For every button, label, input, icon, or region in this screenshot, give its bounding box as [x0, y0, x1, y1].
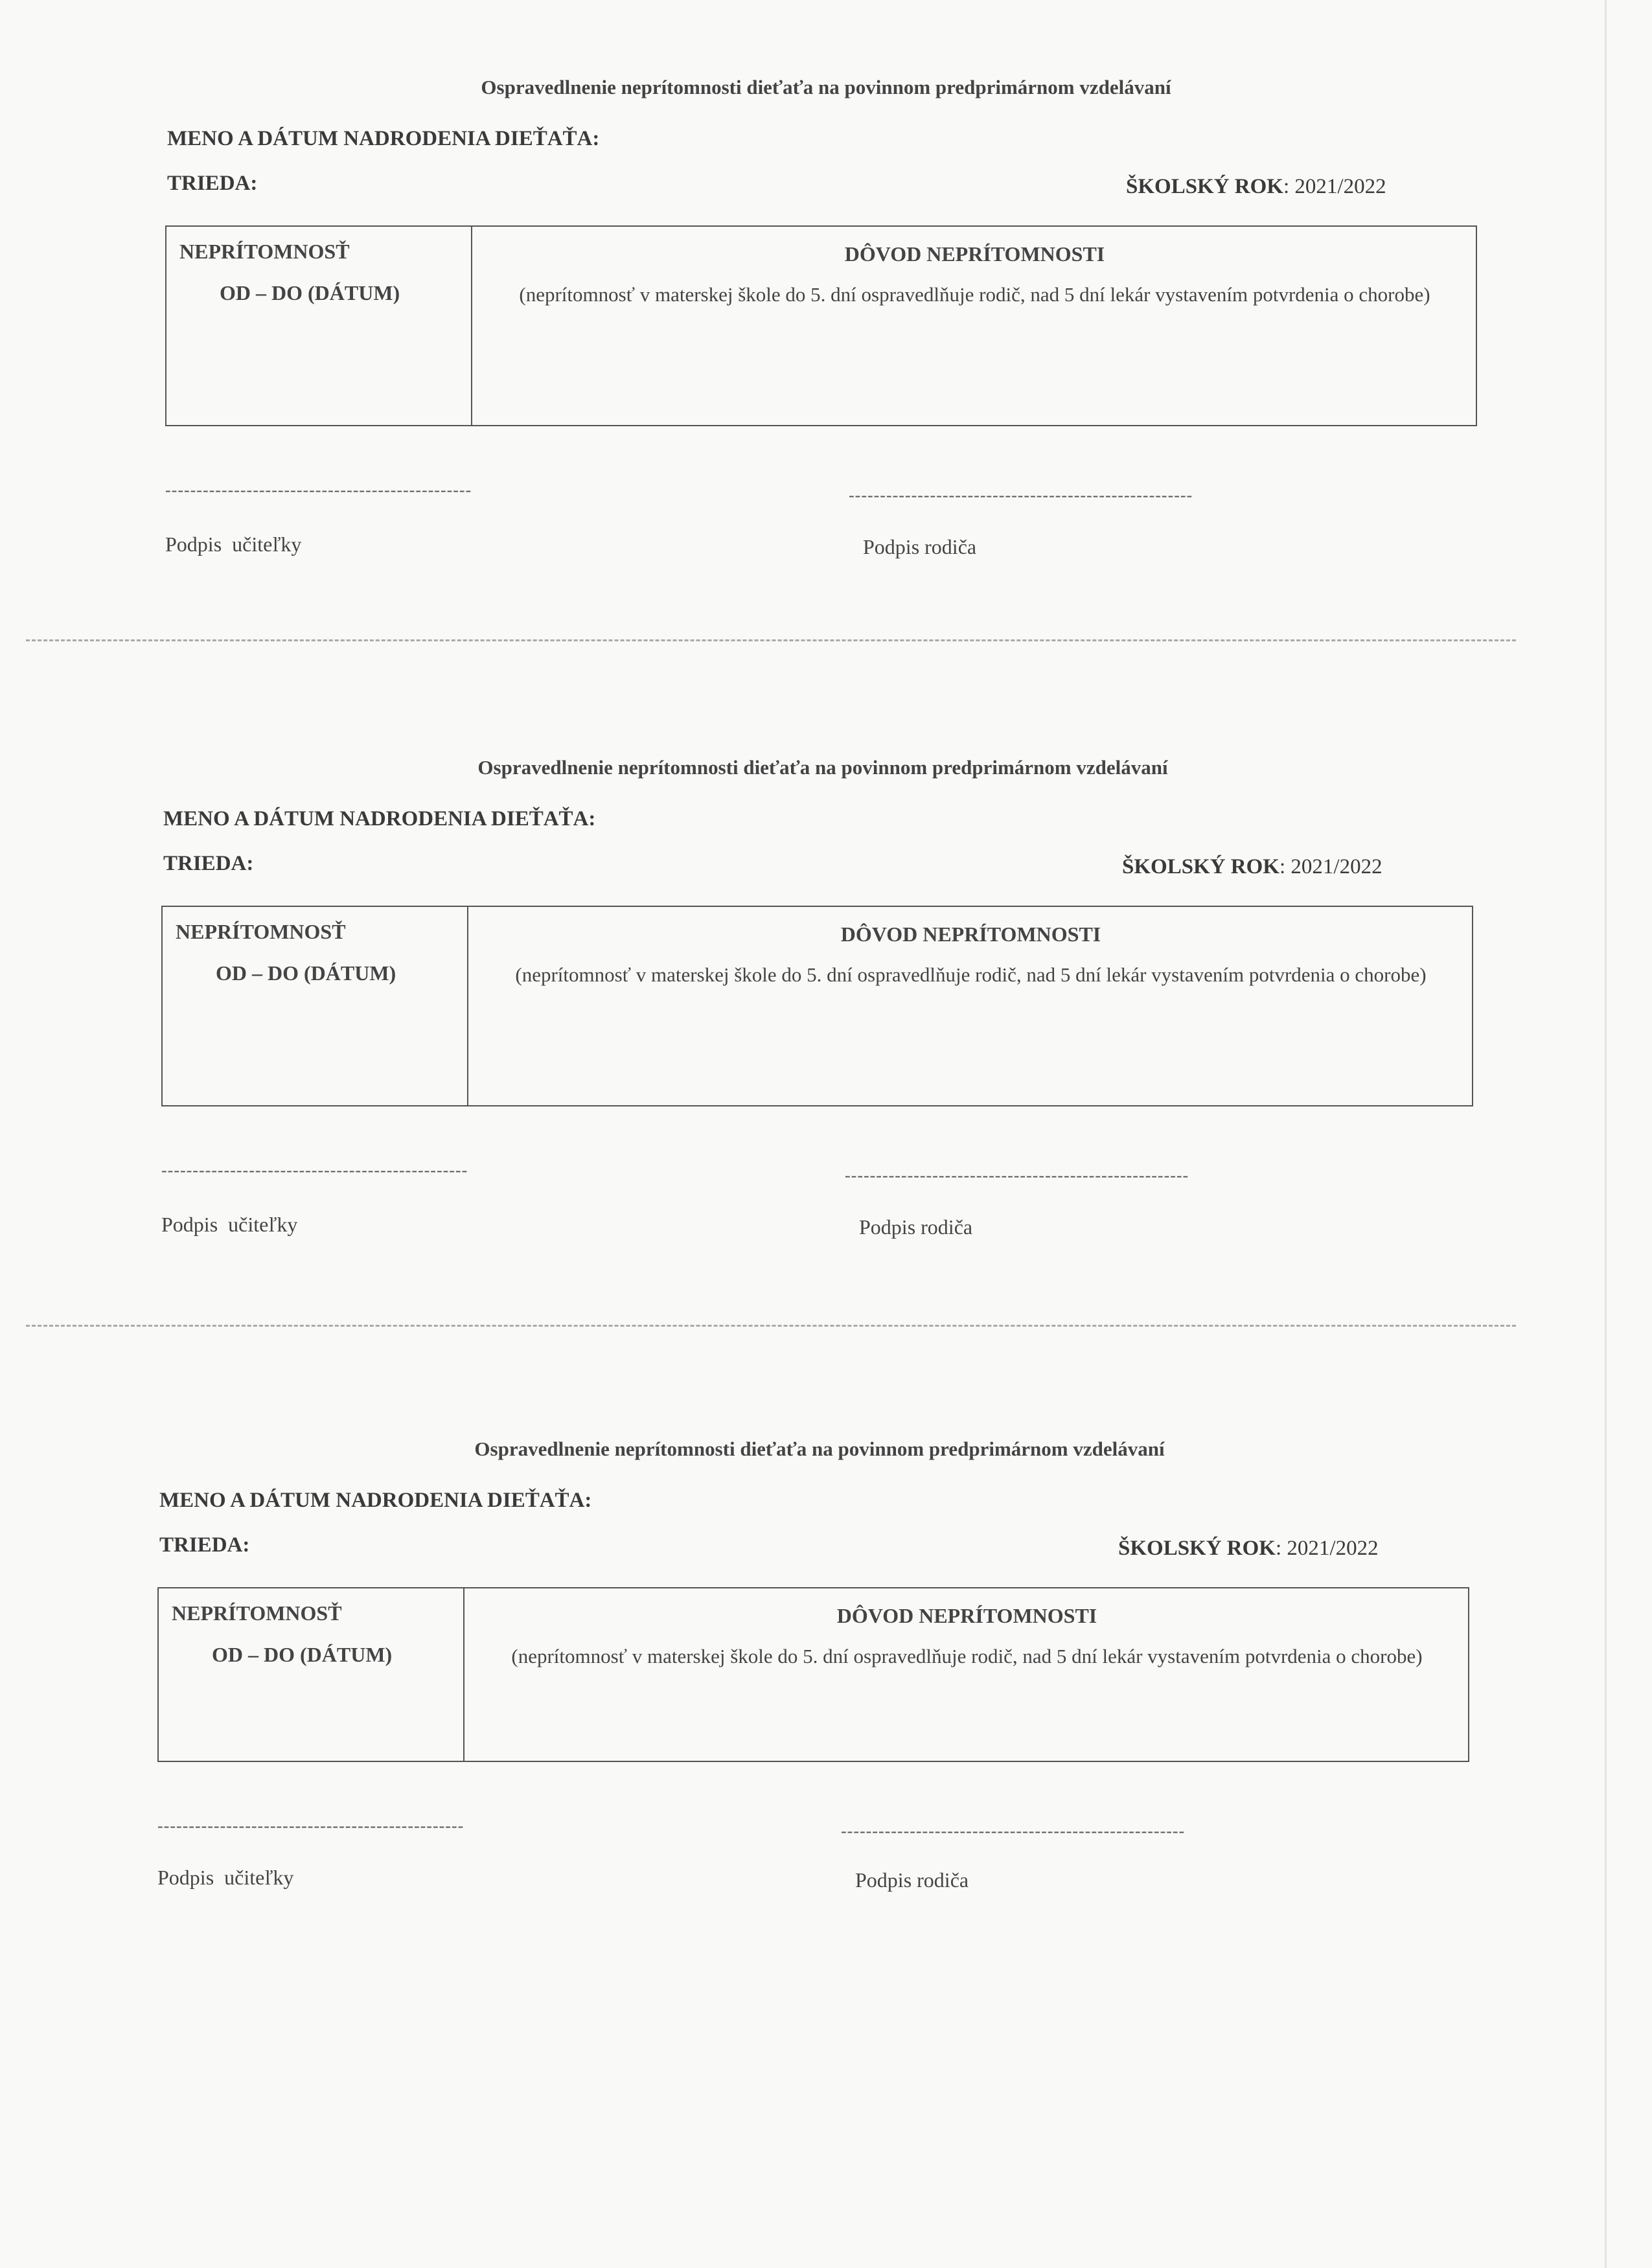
reason-note: (neprítomnosť v materskej škole do 5. dní ospravedlňuje rodič, nad 5 dní lekár vystavením potvrdenia o chorobe)	[519, 283, 1430, 306]
absence-reason-cell[interactable]	[465, 1588, 1469, 1761]
reason-heading: DÔVOD NEPRÍTOMNOSTI	[836, 1604, 1097, 1627]
teacher-signature-line[interactable]: -------------------------------------------------	[161, 1161, 468, 1180]
absence-heading: NEPRÍTOMNOSŤ	[172, 1601, 342, 1625]
form-title: Ospravedlnenie neprítomnosti dieťaťa na povinnom predprimárnom vzdelávaní	[481, 76, 1171, 98]
absence-form-3	[0, 1362, 1652, 2042]
absence-reason-cell[interactable]	[472, 227, 1477, 425]
reason-heading: DÔVOD NEPRÍTOMNOSTI	[844, 242, 1105, 266]
school-year	[1122, 855, 1382, 879]
cut-line-2	[26, 1325, 1516, 1329]
absence-form-2	[0, 680, 1652, 1360]
absence-dates-cell[interactable]	[166, 227, 472, 425]
cut-line-1	[26, 639, 1516, 644]
reason-note: (neprítomnosť v materskej škole do 5. dní ospravedlňuje rodič, nad 5 dní lekár vystavením potvrdenia o chorobe)	[515, 963, 1427, 986]
reason-note: (neprítomnosť v materskej škole do 5. dní ospravedlňuje rodič, nad 5 dní lekár vystavením potvrdenia o chorobe)	[511, 1645, 1423, 1667]
absence-dates-cell[interactable]	[163, 907, 468, 1105]
school-year-label: ŠKOLSKÝ ROK	[1118, 1537, 1276, 1560]
absence-reason-cell[interactable]	[468, 907, 1473, 1105]
school-year	[1126, 175, 1386, 199]
child-name-label: MENO A DÁTUM NADRODENIA DIEŤAŤA:	[167, 127, 600, 150]
parent-signature-label: Podpis rodiča	[855, 1868, 969, 1892]
absence-dates-cell[interactable]	[159, 1588, 465, 1761]
absence-heading: NEPRÍTOMNOSŤ	[179, 240, 350, 263]
teacher-signature-label: Podpis učiteľky	[161, 1213, 298, 1236]
class-label: TRIEDA:	[163, 852, 254, 875]
date-range-heading: OD – DO (DÁTUM)	[212, 1643, 393, 1666]
teacher-signature-line[interactable]: -------------------------------------------------	[157, 1816, 465, 1835]
parent-signature-line[interactable]: -------------------------------------------------------	[849, 486, 1193, 505]
absence-table	[165, 225, 1477, 426]
school-year-label: ŠKOLSKÝ ROK	[1122, 855, 1279, 878]
parent-signature-line[interactable]: -------------------------------------------------------	[841, 1822, 1186, 1840]
absence-heading: NEPRÍTOMNOSŤ	[176, 920, 346, 943]
form-title: Ospravedlnenie neprítomnosti dieťaťa na povinnom predprimárnom vzdelávaní	[474, 1438, 1165, 1460]
school-year	[1118, 1537, 1379, 1561]
absence-table	[161, 906, 1473, 1106]
date-range-heading: OD – DO (DÁTUM)	[216, 961, 396, 985]
absence-form-1	[0, 0, 1652, 680]
parent-signature-line[interactable]: -------------------------------------------------------	[845, 1166, 1189, 1185]
teacher-signature-label: Podpis učiteľky	[165, 533, 302, 556]
reason-heading: DÔVOD NEPRÍTOMNOSTI	[840, 922, 1101, 946]
absence-table	[157, 1587, 1469, 1762]
school-year-label: ŠKOLSKÝ ROK	[1126, 175, 1283, 198]
teacher-signature-line[interactable]: -------------------------------------------------	[165, 481, 472, 499]
parent-signature-label: Podpis rodiča	[863, 535, 977, 558]
school-year-value: : 2021/2022	[1279, 855, 1382, 878]
child-name-label: MENO A DÁTUM NADRODENIA DIEŤAŤA:	[163, 807, 596, 830]
date-range-heading: OD – DO (DÁTUM)	[220, 281, 400, 304]
teacher-signature-label: Podpis učiteľky	[157, 1866, 294, 1889]
class-label: TRIEDA:	[159, 1533, 250, 1557]
form-title: Ospravedlnenie neprítomnosti dieťaťa na povinnom predprimárnom vzdelávaní	[477, 756, 1168, 779]
school-year-value: : 2021/2022	[1283, 175, 1386, 198]
child-name-label: MENO A DÁTUM NADRODENIA DIEŤAŤA:	[159, 1489, 592, 1512]
school-year-value: : 2021/2022	[1275, 1537, 1379, 1560]
parent-signature-label: Podpis rodiča	[859, 1215, 973, 1239]
class-label: TRIEDA:	[167, 172, 258, 195]
